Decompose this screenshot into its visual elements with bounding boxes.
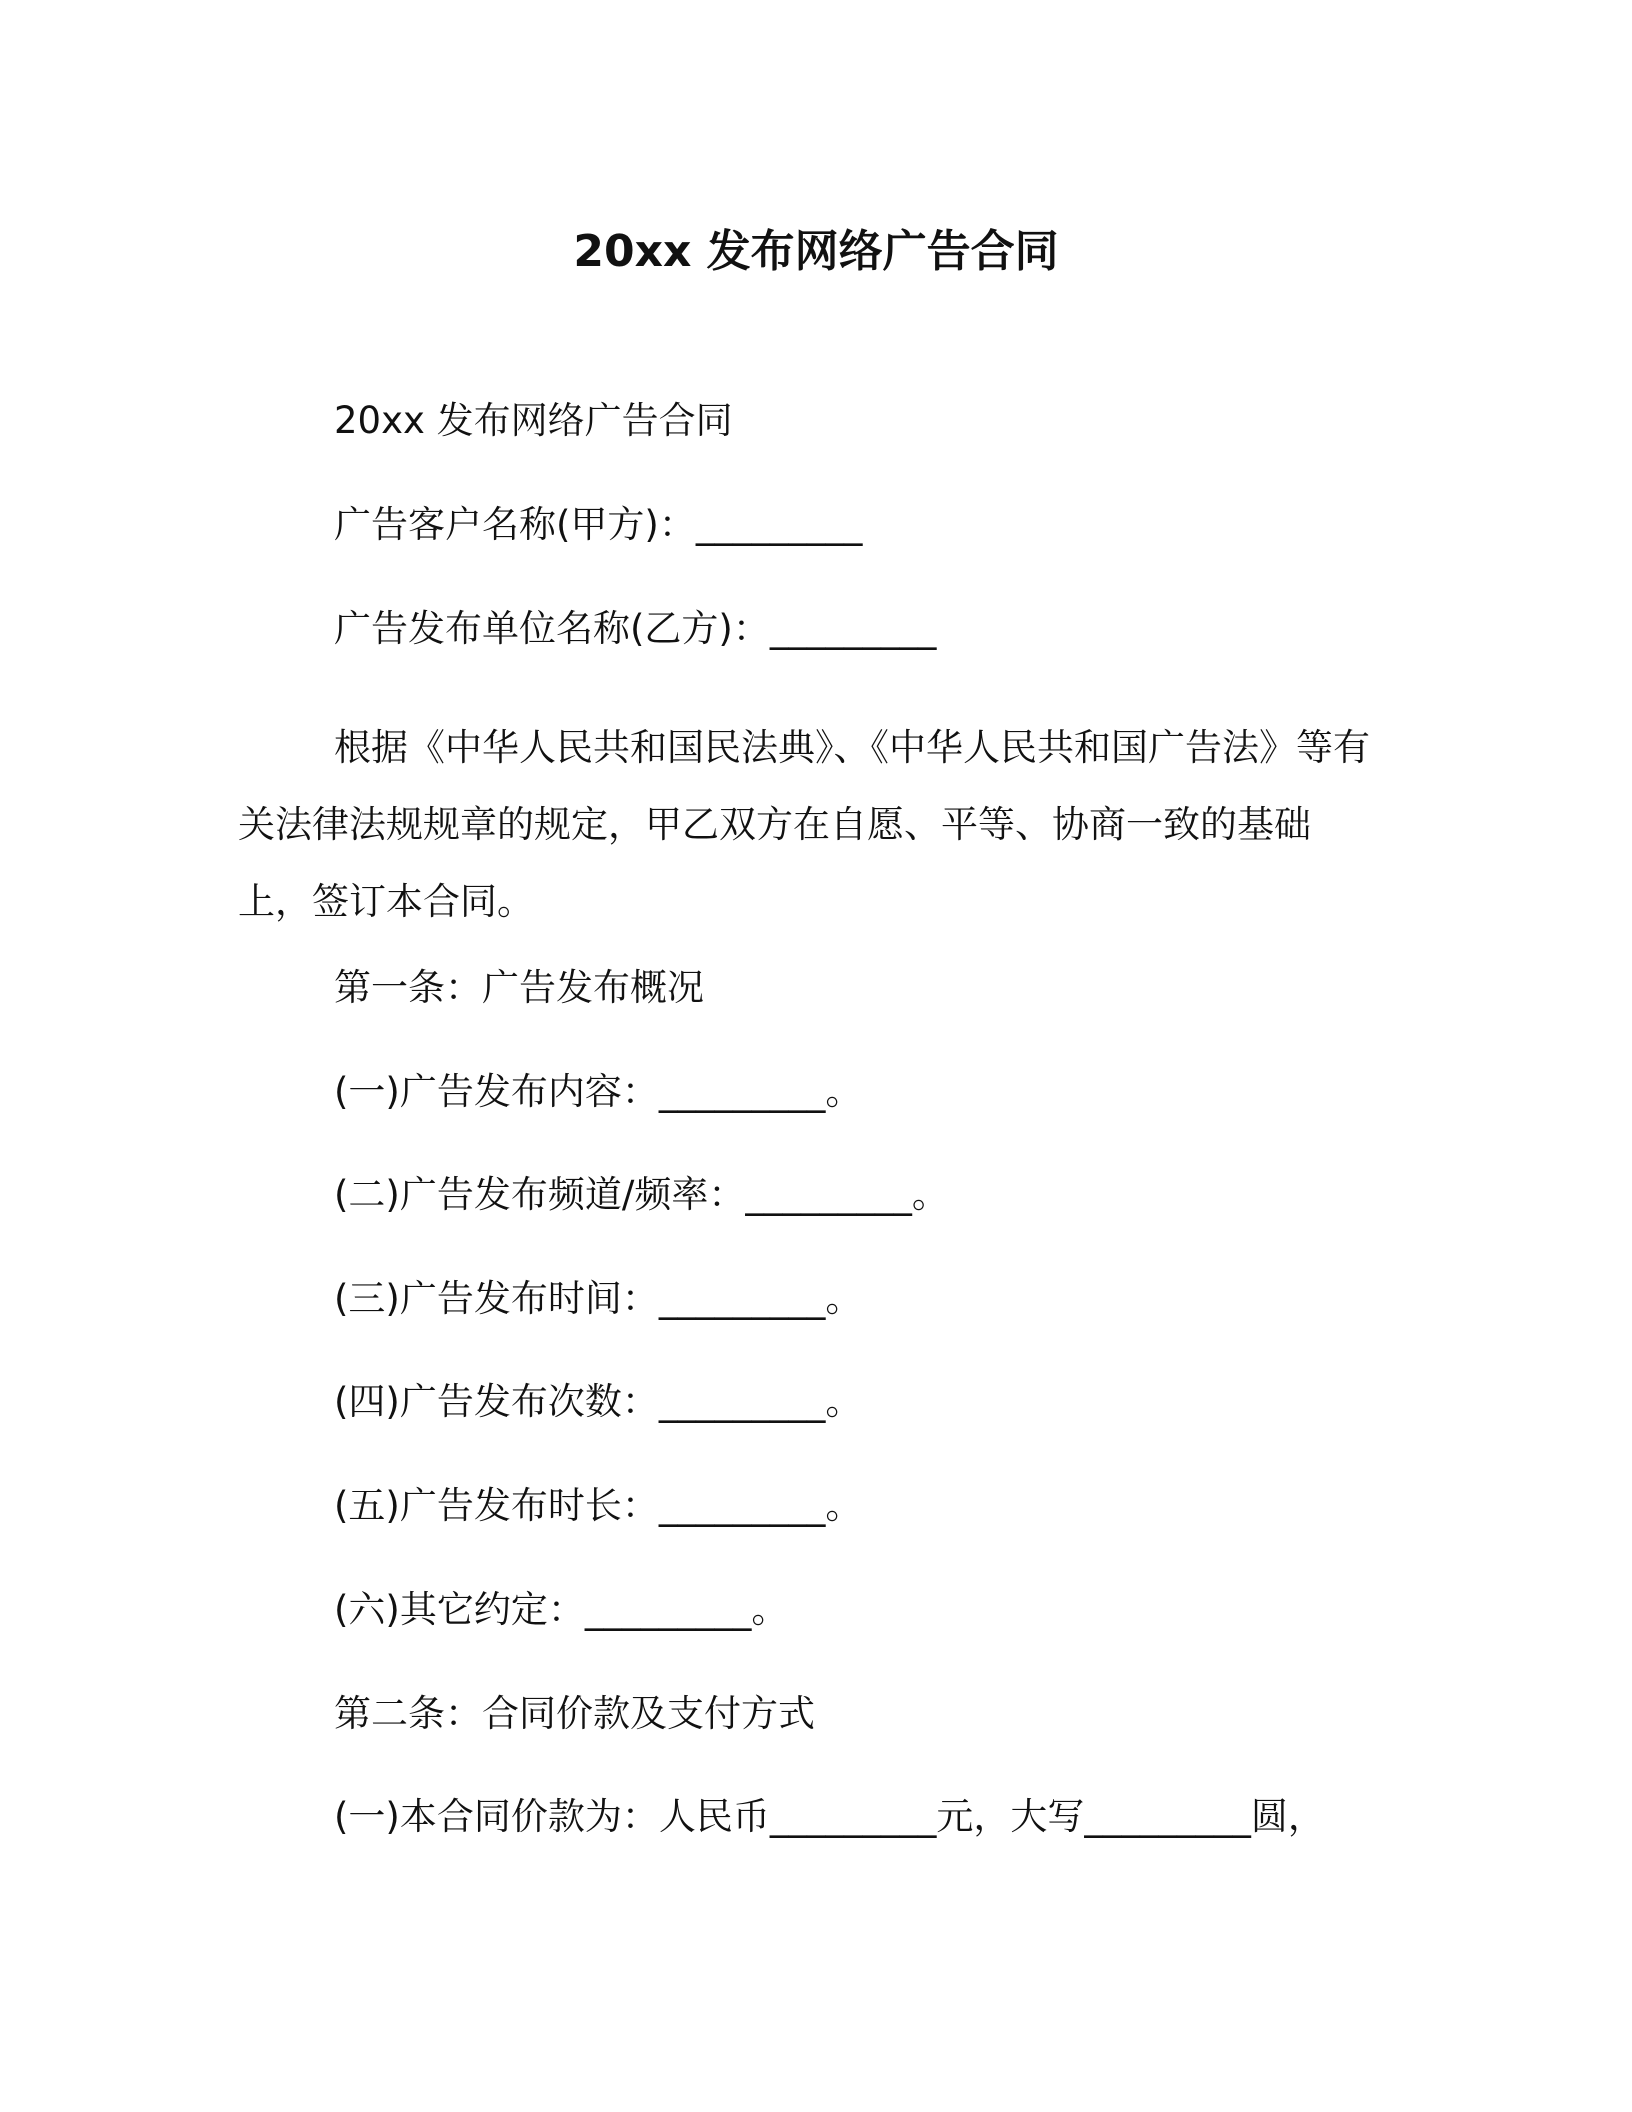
article-1-item: (五)广告发布时长：_________。 — [334, 1484, 863, 1527]
document-title: 20xx 发布网络广告合同 — [573, 226, 1059, 277]
article-1-item: (三)广告发布时间：_________。 — [334, 1277, 863, 1320]
party-b-line: 广告发布单位名称(乙方)：_________ — [334, 607, 937, 650]
article-1-item: (四)广告发布次数：_________。 — [334, 1380, 863, 1423]
article-2-heading: 第二条：合同价款及支付方式 — [334, 1692, 815, 1735]
article-1-item: (二)广告发布频道/频率：_________。 — [334, 1173, 949, 1216]
contract-heading: 20xx 发布网络广告合同 — [334, 399, 733, 442]
article-1-item: (一)广告发布内容：_________。 — [334, 1070, 863, 1113]
article-2-item: (一)本合同价款为：人民币_________元，大写_________圆， — [334, 1795, 1325, 1838]
intro-paragraph: 根据《中华人民共和国民法典》、《中华人民共和国广告法》等有关法律法规规章的规定，甲乙双方在自愿、平等、协商一致的基础上，签订本合同。 — [238, 726, 1370, 923]
article-1-heading: 第一条：广告发布概况 — [334, 966, 704, 1009]
party-a-line: 广告客户名称(甲方)：_________ — [334, 503, 863, 546]
article-1-item: (六)其它约定：_________。 — [334, 1588, 789, 1631]
